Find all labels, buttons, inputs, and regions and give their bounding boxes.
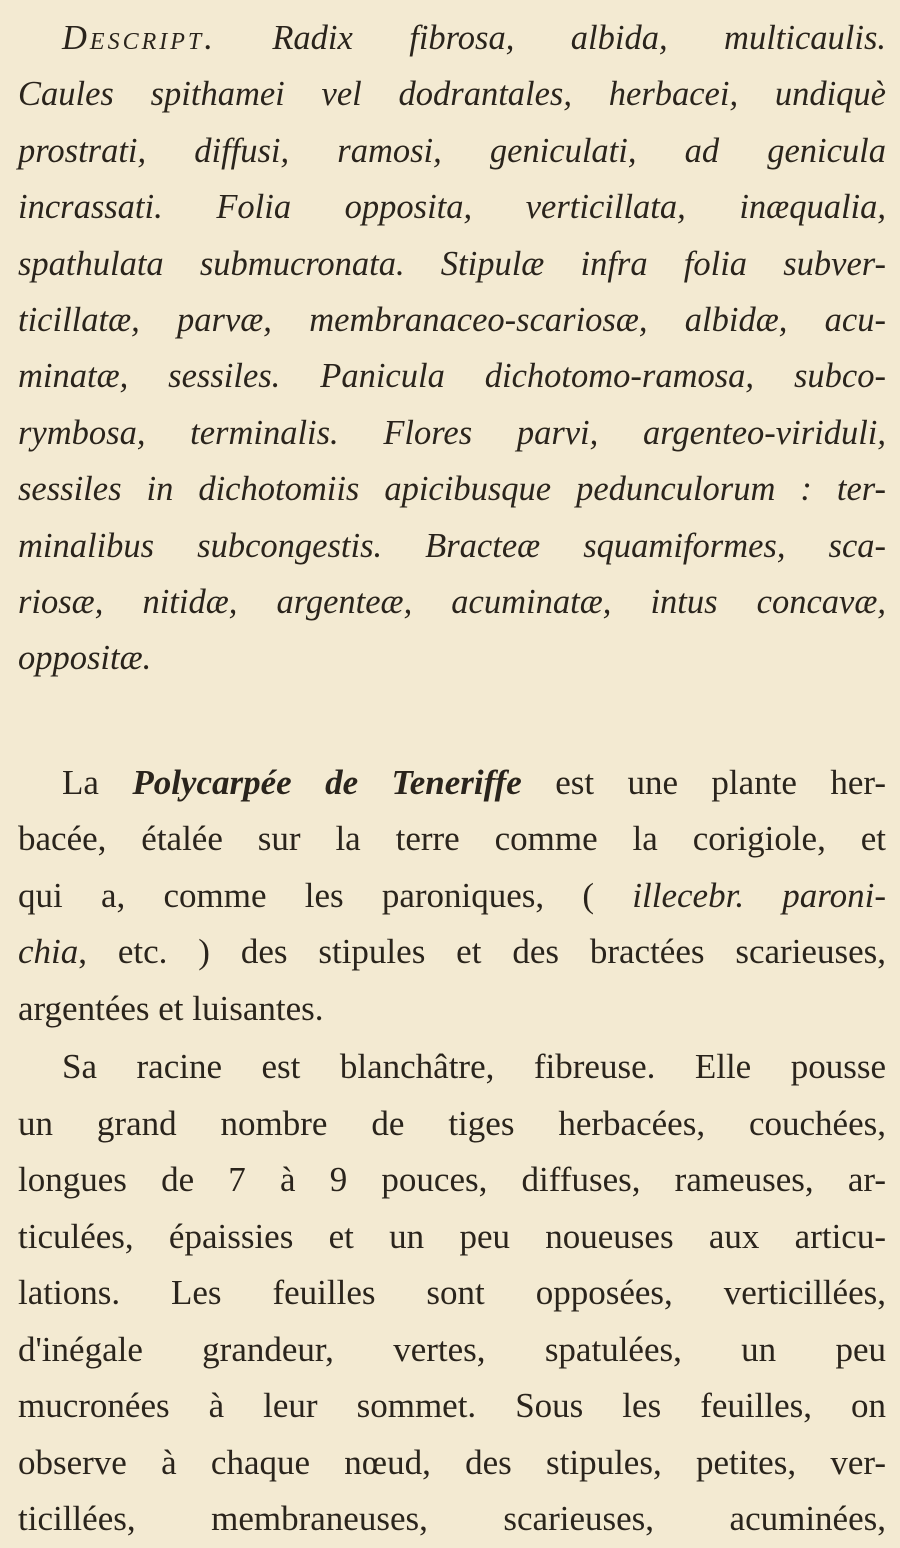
latin-line-11: riosæ, nitidæ, argenteæ, acuminatæ, intus concavæ, bbox=[18, 583, 886, 622]
para1-line-4 bbox=[18, 924, 886, 981]
latin-line-8: rymbosa, terminalis. Flores parvi, argenteo-viriduli, bbox=[18, 413, 886, 452]
latin-reference: illecebr. paroni- bbox=[632, 875, 886, 915]
para1-line-1 bbox=[18, 755, 886, 812]
para1-line-5: argentées et luisantes. bbox=[18, 988, 324, 1028]
section-gap bbox=[18, 687, 886, 755]
latin-line-2: Caules spithamei vel dodrantales, herbacei, undiquè bbox=[18, 75, 886, 114]
plant-name: Polycarpée de Teneriffe bbox=[132, 762, 522, 802]
para2-line-5: lations. Les feuilles sont opposées, verticillées, bbox=[18, 1273, 886, 1313]
latin-line-1-text: Radix fibrosa, albida, multicaulis. bbox=[215, 19, 886, 57]
latin-line-4: incrassati. Folia opposita, verticillata, inæqualia, bbox=[18, 188, 886, 227]
para2-line-8: observe à chaque nœud, des stipules, petites, ver- bbox=[18, 1442, 886, 1482]
para1-line-1-post: est une plante her- bbox=[521, 762, 886, 802]
para2-line-6: d'inégale grandeur, vertes, spatulées, un peu bbox=[18, 1329, 886, 1369]
french-paragraph-2 bbox=[18, 1039, 886, 1548]
latin-line-9: sessiles in dichotomiis apicibusque pedunculorum : ter- bbox=[18, 470, 886, 509]
para2-line-4: ticulées, épaissies et un peu noueuses aux articu- bbox=[18, 1216, 886, 1256]
french-paragraph-1 bbox=[18, 755, 886, 1038]
latin-description bbox=[18, 10, 886, 687]
para1-line-3 bbox=[18, 868, 886, 925]
descript-heading: Descript. bbox=[62, 19, 216, 57]
latin-line-3: prostrati, diffusi, ramosi, geniculati, ad genicula bbox=[18, 131, 886, 170]
para2-line-3: longues de 7 à 9 pouces, diffuses, rameuses, ar- bbox=[18, 1160, 886, 1200]
para1-line-2: bacée, étalée sur la terre comme la corigiole, et bbox=[18, 819, 886, 859]
para2-line-1: Sa racine est blanchâtre, fibreuse. Elle pousse bbox=[62, 1047, 886, 1087]
para1-line-1-pre: La bbox=[62, 762, 133, 802]
para2-line-7: mucronées à leur sommet. Sous les feuilles, on bbox=[18, 1386, 886, 1426]
latin-line-1 bbox=[18, 10, 886, 66]
para1-line-4-post: , etc. ) des stipules et des bractées scarieuses, bbox=[78, 932, 886, 972]
latin-line-5: spathulata submucronata. Stipulæ infra folia subver- bbox=[18, 244, 886, 283]
latin-line-10: minalibus subcongestis. Bracteæ squamiformes, sca- bbox=[18, 526, 886, 565]
para2-line-9: ticillées, membraneuses, scarieuses, acuminées, bbox=[18, 1499, 886, 1539]
latin-line-7: minatæ, sessiles. Panicula dichotomo-ramosa, subco- bbox=[18, 357, 886, 396]
para1-line-3-pre: qui a, comme les paroniques, ( bbox=[18, 875, 633, 915]
latin-line-6: ticillatæ, parvæ, membranaceo-scariosæ, albidæ, acu- bbox=[18, 301, 886, 340]
latin-line-12: oppositæ. bbox=[18, 639, 152, 678]
para2-line-2: un grand nombre de tiges herbacées, couchées, bbox=[18, 1103, 886, 1143]
latin-reference-cont: chia bbox=[18, 932, 79, 972]
